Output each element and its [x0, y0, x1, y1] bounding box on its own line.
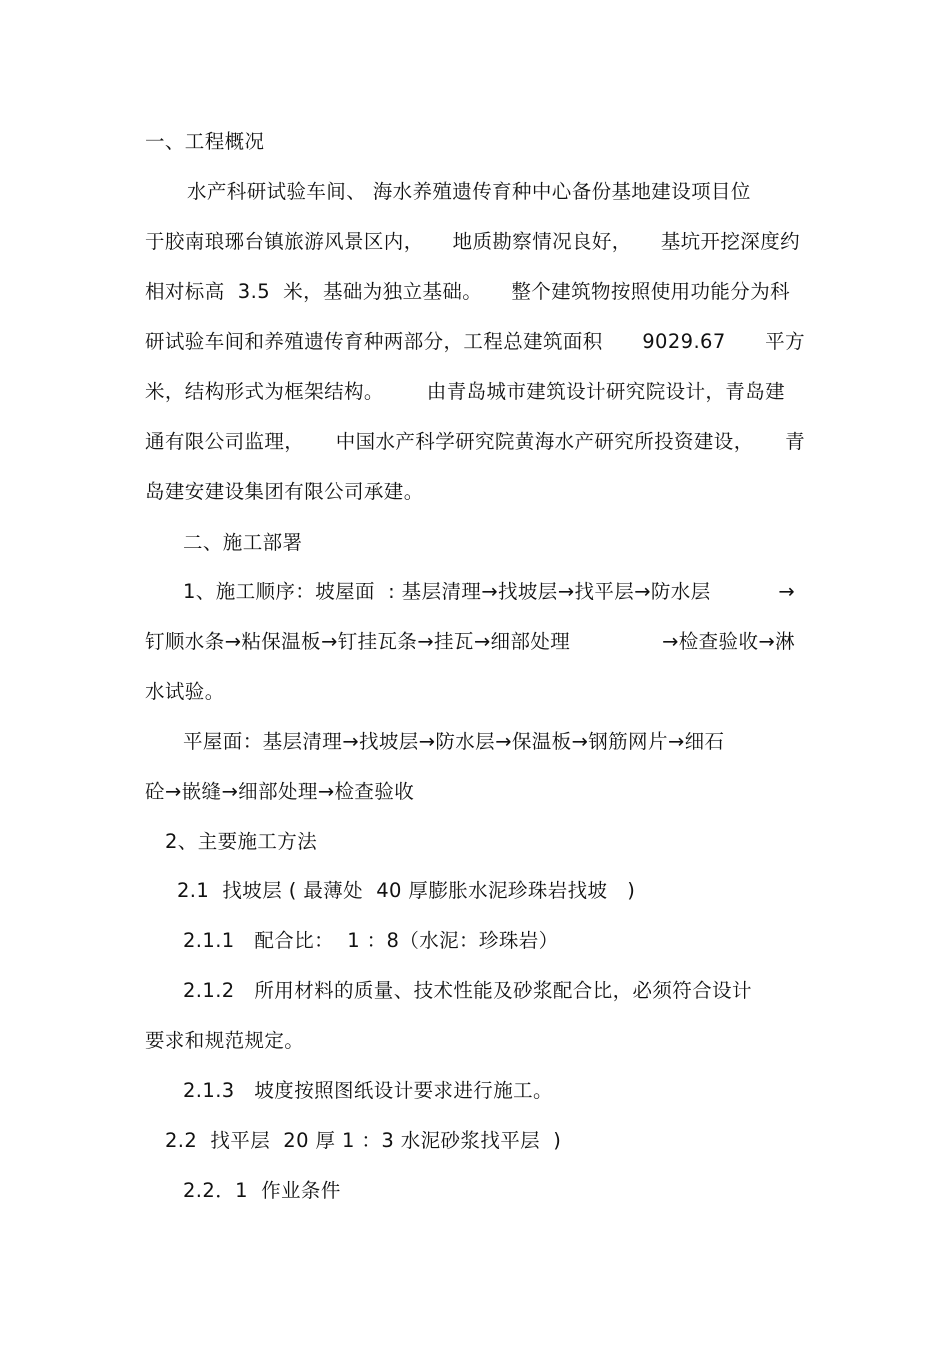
list-item: 2.1.3 坡度按照图纸设计要求进行施工。: [183, 1079, 553, 1102]
paragraph-line: 水产科研试验车间、 海水养殖遗传育种中心备份基地建设项目位: [187, 180, 751, 203]
paragraph-line: [145, 330, 805, 354]
list-item: 2.1.1 配合比： 1 ：8（水泥：珍珠岩）: [183, 929, 559, 952]
text-run: 中国水产科学研究院黄海水产研究所投资建设，: [335, 430, 754, 453]
paragraph-line: 岛建安建设集团有限公司承建。: [145, 480, 424, 503]
subsection-heading: 2.1 找坡层 ( 最薄处 40 厚膨胀水泥珍珠岩找坡 ): [177, 879, 636, 902]
text-run: 由青岛城市建筑设计研究院设计，青岛建: [426, 380, 785, 403]
text-run: 1、施工顺序：坡屋面 : 基层清理→找坡层→找平层→防水层: [183, 580, 711, 603]
subsection-heading: 2、主要施工方法: [165, 830, 318, 853]
text-run: 地质勘察情况良好，: [452, 230, 632, 253]
text-run: 青: [785, 430, 805, 453]
text-run: 9029.67: [642, 330, 726, 353]
subsection-heading: 2.2 找平层 20 厚 1 ：3 水泥砂浆找平层 ): [165, 1129, 562, 1152]
section-title-overview: 一、工程概况: [145, 130, 265, 153]
text-run: →: [778, 580, 795, 603]
paragraph-line: [183, 580, 795, 604]
list-item: 2.1.2 所用材料的质量、技术性能及砂浆配合比，必须符合设计: [183, 979, 752, 1002]
text-run: 钉顺水条→粘保温板→钉挂瓦条→挂瓦→细部处理: [145, 630, 571, 653]
text-run: 通有限公司监理，: [145, 430, 305, 453]
paragraph-line: 水试验。: [145, 680, 225, 703]
paragraph-line: 砼→嵌缝→细部处理→检查验收: [145, 780, 415, 803]
text-run: 整个建筑物按照使用功能分为科: [511, 280, 790, 303]
text-run: 于胶南琅琊台镇旅游风景区内，: [145, 230, 424, 253]
list-item: 2.2．1 作业条件: [183, 1179, 341, 1202]
paragraph-line: [145, 630, 795, 654]
text-run: 相对标高 3.5 米，基础为独立基础。: [145, 280, 483, 303]
paragraph-line: 平屋面：基层清理→找坡层→防水层→保温板→钢筋网片→细石: [183, 730, 725, 753]
text-run: 研试验车间和养殖遗传育种两部分，工程总建筑面积: [145, 330, 603, 353]
text-run: 基坑开挖深度约: [660, 230, 800, 253]
paragraph-line: [145, 230, 800, 254]
text-run: 米，结构形式为框架结构。: [145, 380, 384, 403]
text-run: →检查验收→淋: [662, 630, 795, 653]
section-title-deployment: 二、施工部署: [183, 531, 303, 554]
paragraph-line: 要求和规范规定。: [145, 1029, 305, 1052]
paragraph-line: [145, 280, 790, 304]
paragraph-line: [145, 380, 785, 404]
paragraph-line: [145, 430, 805, 454]
text-run: 平方: [765, 330, 805, 353]
